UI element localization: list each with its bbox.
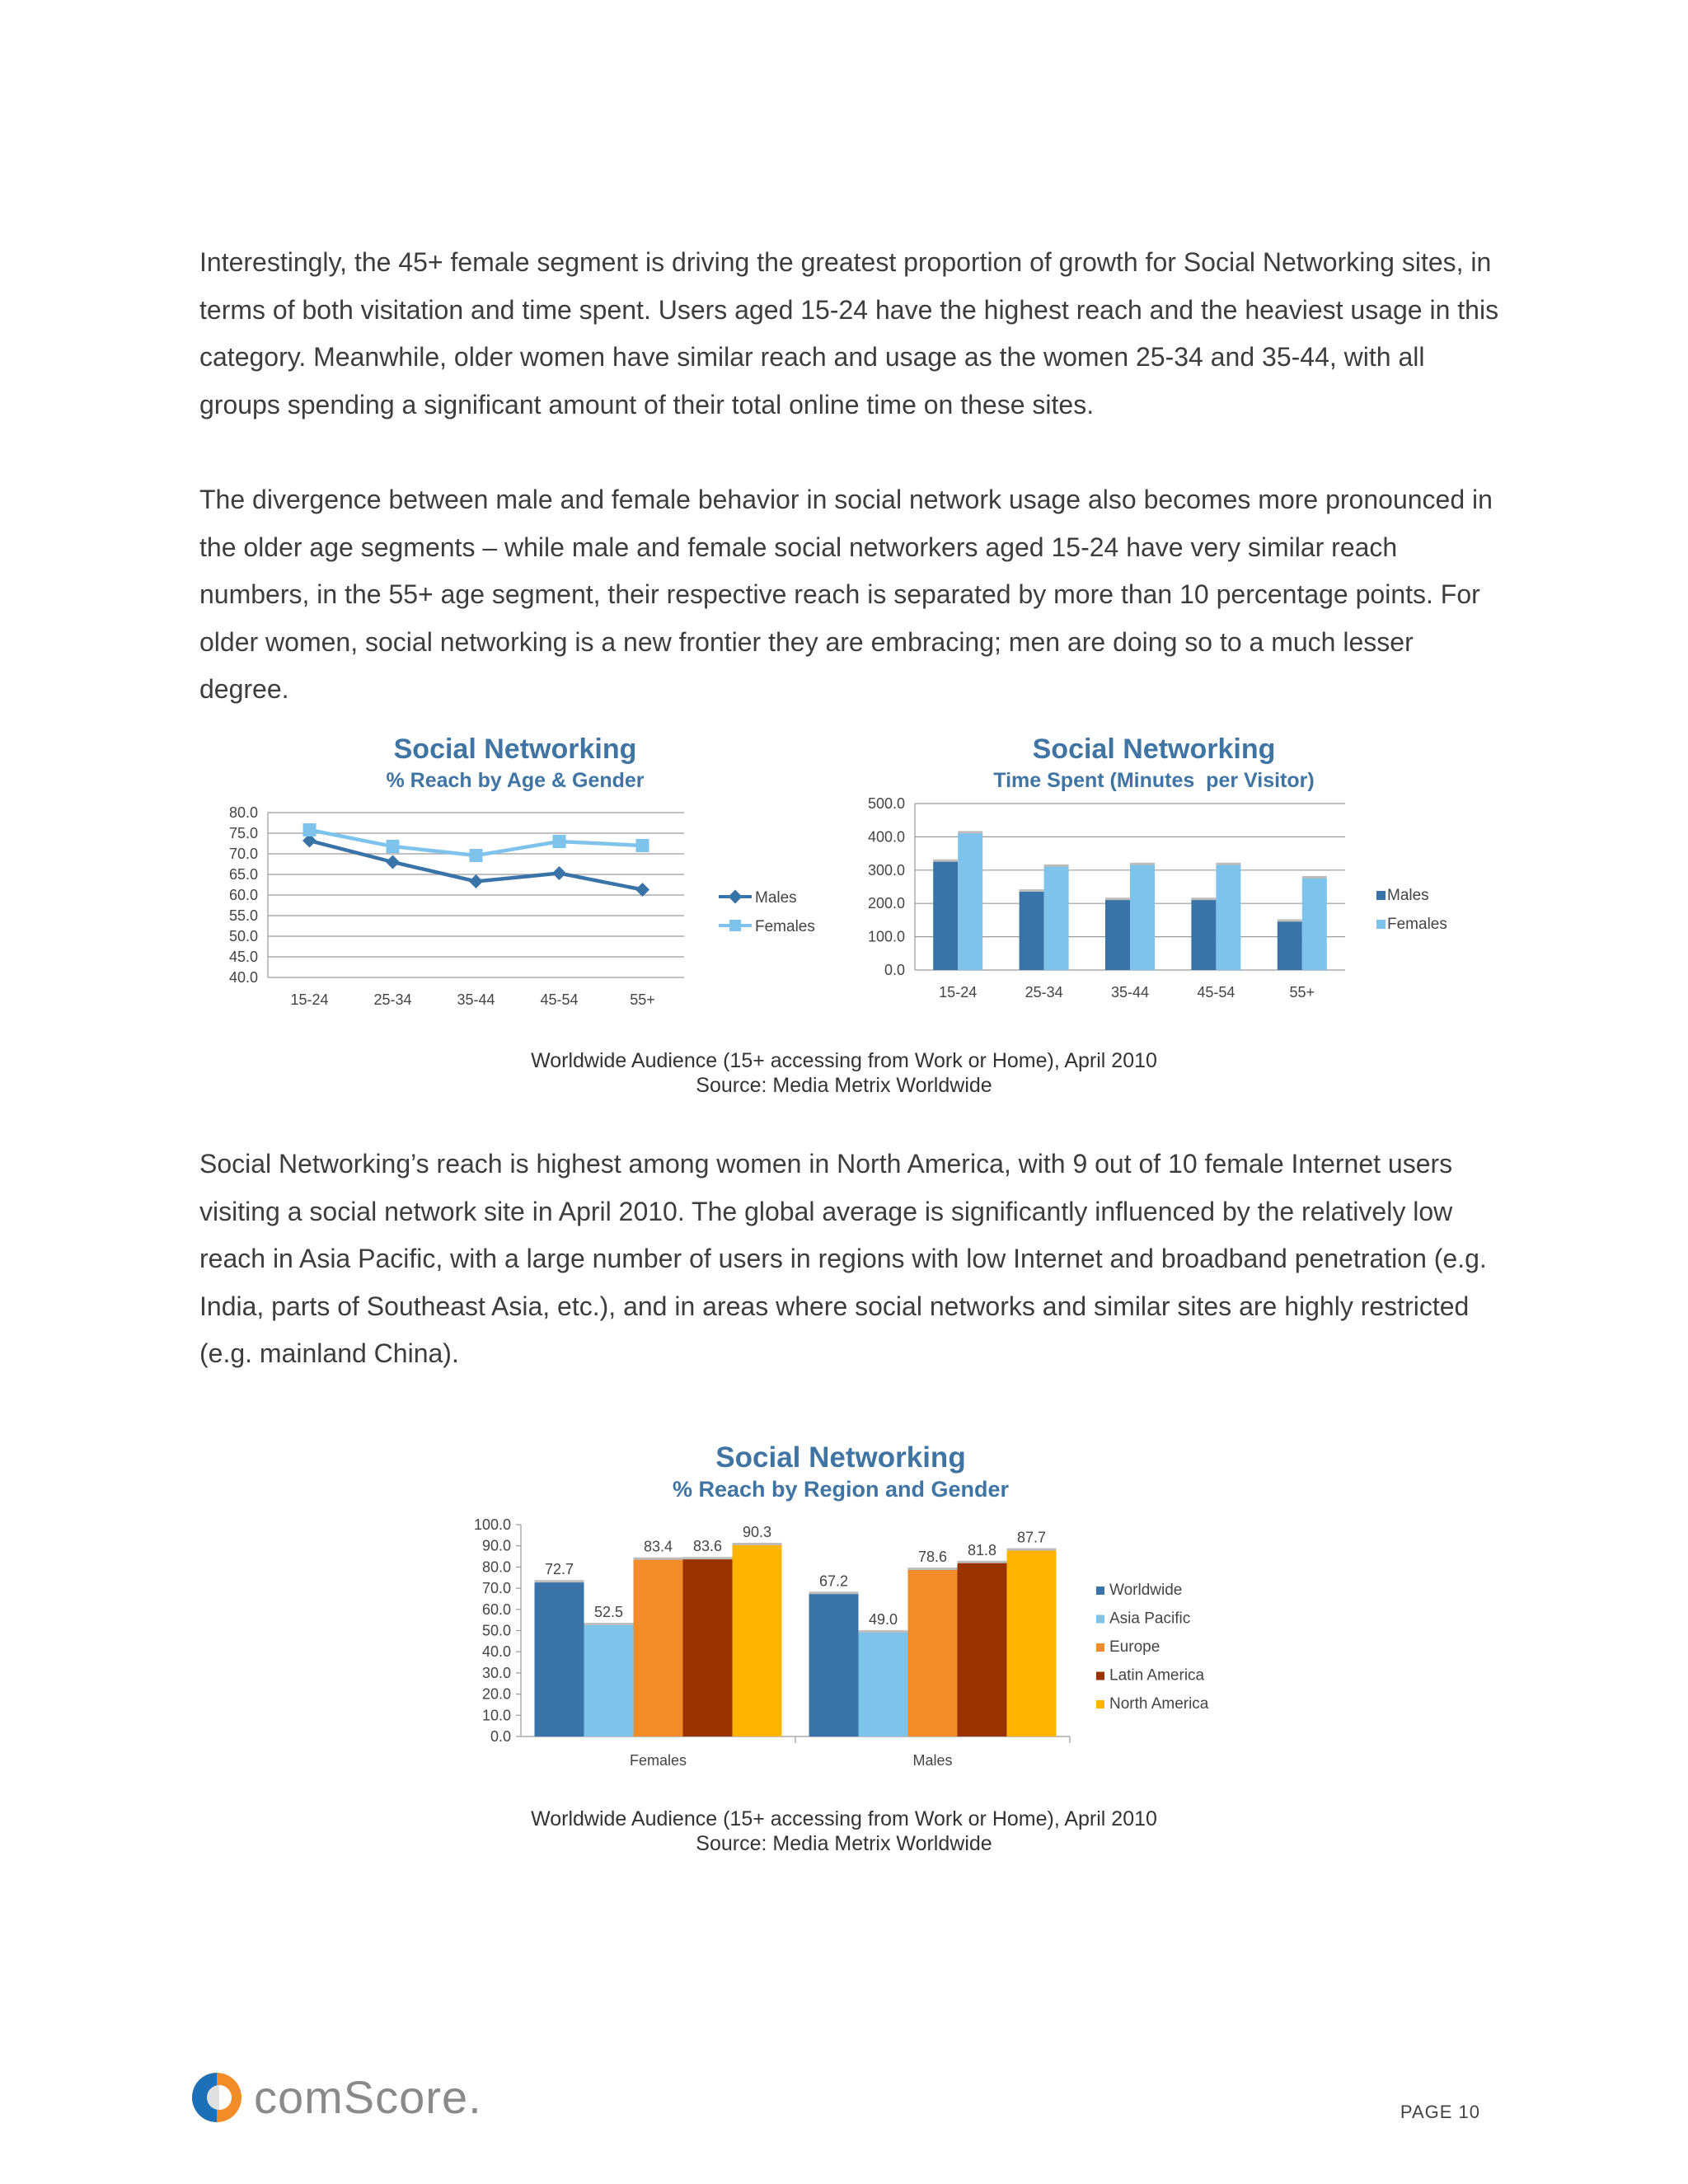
page-number: PAGE 10 — [1400, 2102, 1480, 2122]
paragraph-divergence: The divergence between male and female behavior in social network usage also becomes more pronounced in the older age segments – while male and female social networkers aged 15-24 have very similar reach numbers, in the 55+ age segment, their respective reach is separated by more than 10 percentage points. For older women, social networking is a new frontier they are embracing; men are doing so to a much lesser degree. — [199, 485, 1493, 704]
chart3-xtick: Males — [912, 1752, 953, 1769]
chart1-point-females — [553, 835, 566, 848]
chart3-legend-item: North America — [1109, 1695, 1209, 1713]
chart2-bar-males — [933, 862, 958, 970]
chart1-legend-males: Males — [755, 889, 797, 907]
chart2-xtick: 35-44 — [1110, 984, 1150, 1001]
chart2-legend-females: Females — [1387, 916, 1447, 933]
chart1-ytick: 80.0 — [228, 804, 258, 821]
chart3-ytick: 80.0 — [481, 1558, 511, 1576]
chart-reach-age-gender — [206, 725, 865, 1022]
chart3-bar — [1007, 1551, 1057, 1736]
chart3-ytick: 40.0 — [481, 1643, 511, 1661]
chart3-ytick: 60.0 — [481, 1601, 511, 1618]
chart2-bar-females — [1130, 865, 1155, 970]
chart1-ytick: 75.0 — [228, 825, 258, 841]
chart2-ytick: 500.0 — [867, 795, 905, 812]
paragraph-growth: Interestingly, the 45+ female segment is driving the greatest proportion of growth for Social Networking sites, in terms of both visitation and time spent. Users aged 15-24 have the highest reach and the heaviest usage in this category. Meanwhile, older women have similar reach and usage as the women 25-34 and 35-44, with all groups spending a significant amount of their total online time on these sites. — [199, 247, 1499, 419]
chart3-ytick: 10.0 — [481, 1707, 511, 1724]
chart1-ytick: 65.0 — [228, 866, 258, 883]
chart1-title: Social Networking — [393, 733, 637, 765]
chart1-point-females — [303, 823, 316, 837]
chart3-data-label: 52.5 — [593, 1604, 624, 1621]
chart3-ytick: 90.0 — [481, 1537, 511, 1554]
chart1-ytick: 50.0 — [228, 928, 258, 944]
chart2-legend-females-marker — [1376, 920, 1386, 929]
chart2-bar-males — [1278, 921, 1302, 970]
chart3-bar — [908, 1570, 958, 1736]
chart2-subtitle: Time Spent (Minutes per Visitor) — [993, 769, 1315, 792]
chart1-subtitle: % Reach by Age & Gender — [386, 769, 645, 792]
comscore-logo-icon — [188, 2069, 246, 2126]
chart3-bar — [859, 1633, 908, 1736]
chart3-bar — [584, 1625, 634, 1736]
chart3-subtitle: % Reach by Region and Gender — [672, 1477, 1010, 1502]
chart3-legend-item: Latin America — [1109, 1666, 1205, 1685]
chart1-ytick: 70.0 — [228, 846, 258, 862]
chart1-xtick: 55+ — [630, 991, 655, 1008]
chart3-ytick: 100.0 — [473, 1516, 511, 1533]
chart2-ytick: 400.0 — [867, 828, 905, 846]
chart2-xtick: 55+ — [1289, 984, 1315, 1001]
chart1-point-females — [636, 839, 649, 852]
chart3-xtick: Females — [629, 1752, 687, 1769]
chart2-ytick: 0.0 — [884, 962, 905, 978]
chart1-point-females — [470, 849, 483, 862]
chart3-legend-marker — [1096, 1586, 1104, 1595]
chart2-legend-males: Males — [1387, 887, 1429, 904]
chart3-legend-item: Asia Pacific — [1109, 1610, 1191, 1628]
caption-bottom-line1: Worldwide Audience (15+ accessing from Work or Home), April 2010 — [531, 1807, 1157, 1830]
chart3-legend-marker — [1096, 1672, 1104, 1680]
chart3-title: Social Networking — [715, 1441, 966, 1474]
chart2-ytick: 100.0 — [867, 928, 905, 945]
chart3-data-label: 49.0 — [868, 1611, 898, 1629]
chart3-ytick: 0.0 — [490, 1728, 511, 1745]
chart2-bar-females — [958, 833, 982, 970]
chart1-point-males — [469, 874, 483, 888]
chart1-legend-males-marker — [729, 890, 743, 904]
chart3-bar — [634, 1560, 683, 1736]
chart3-legend-marker — [1096, 1615, 1104, 1624]
chart3-bar — [809, 1594, 859, 1736]
chart2-bar-females — [1216, 865, 1240, 970]
chart1-xtick: 35-44 — [457, 991, 495, 1008]
chart3-legend-marker — [1096, 1643, 1104, 1652]
chart2-ytick: 200.0 — [867, 895, 905, 912]
paragraph-region-reach: Social Networking’s reach is highest among women in North America, with 9 out of 10 female Internet users visiting a social network site in April 2010. The global average is significantly influenced by the relatively low reach in Asia Pacific, with a large number of users in regions with low Internet and broadband penetration (e.g. India, parts of Southeast Asia, etc.), and in areas where social networks and similar sites are highly restricted (e.g. mainland China). — [199, 1149, 1487, 1368]
chart1-point-males — [552, 866, 566, 880]
chart1-ytick: 55.0 — [228, 907, 258, 924]
chart2-bar-males — [1191, 900, 1216, 970]
chart2-bar-females — [1302, 879, 1327, 970]
chart1-point-females — [387, 840, 400, 853]
chart3-data-label: 83.6 — [692, 1538, 723, 1555]
chart3-bar — [683, 1559, 733, 1736]
comscore-logo-text: comScore. — [254, 2071, 482, 2123]
caption-bottom-line2: Source: Media Metrix Worldwide — [696, 1832, 992, 1855]
chart1-xtick: 45-54 — [540, 991, 579, 1008]
chart1-ytick: 40.0 — [228, 969, 258, 986]
chart2-bar-females — [1044, 867, 1069, 970]
chart1-legend-females-marker — [729, 920, 741, 931]
chart2-ytick: 300.0 — [867, 861, 905, 879]
chart1-xtick: 15-24 — [290, 991, 329, 1008]
chart3-bar — [535, 1582, 584, 1736]
caption-top-line2: Source: Media Metrix Worldwide — [696, 1074, 992, 1097]
chart-reach-region-gender — [462, 1430, 1286, 1793]
chart2-xtick: 15-24 — [939, 984, 978, 1001]
chart1-ytick: 45.0 — [228, 949, 258, 965]
chart3-legend-item: Europe — [1109, 1638, 1160, 1656]
chart1-xtick: 25-34 — [373, 991, 412, 1008]
chart-time-spent — [841, 725, 1500, 1022]
chart2-bar-males — [1020, 892, 1044, 970]
chart3-data-label: 87.7 — [1016, 1529, 1047, 1546]
chart3-data-label: 78.6 — [917, 1548, 948, 1565]
chart3-bar — [733, 1545, 782, 1736]
chart3-data-label: 83.4 — [643, 1538, 673, 1555]
chart3-ytick: 70.0 — [481, 1580, 511, 1597]
chart2-bar-males — [1105, 900, 1130, 970]
chart3-legend-marker — [1096, 1700, 1104, 1708]
chart3-data-label: 90.3 — [742, 1523, 772, 1540]
chart2-title: Social Networking — [1032, 733, 1276, 765]
chart1-ytick: 60.0 — [228, 887, 258, 903]
chart2-xtick: 45-54 — [1197, 984, 1236, 1001]
caption-top-line1: Worldwide Audience (15+ accessing from Work or Home), April 2010 — [531, 1049, 1157, 1072]
chart3-data-label: 81.8 — [967, 1541, 997, 1558]
comscore-logo — [188, 2069, 518, 2126]
chart2-legend-males-marker — [1376, 891, 1386, 900]
chart3-ytick: 50.0 — [481, 1622, 511, 1639]
chart3-bar — [958, 1563, 1007, 1736]
chart3-legend-item: Worldwide — [1109, 1582, 1183, 1599]
chart3-ytick: 20.0 — [481, 1685, 511, 1703]
chart1-point-males — [386, 855, 400, 869]
chart2-xtick: 25-34 — [1025, 984, 1063, 1001]
chart3-ytick: 30.0 — [481, 1664, 511, 1681]
chart3-data-label: 67.2 — [818, 1572, 849, 1590]
chart3-data-label: 72.7 — [544, 1561, 574, 1578]
chart1-legend-females: Females — [755, 918, 815, 935]
